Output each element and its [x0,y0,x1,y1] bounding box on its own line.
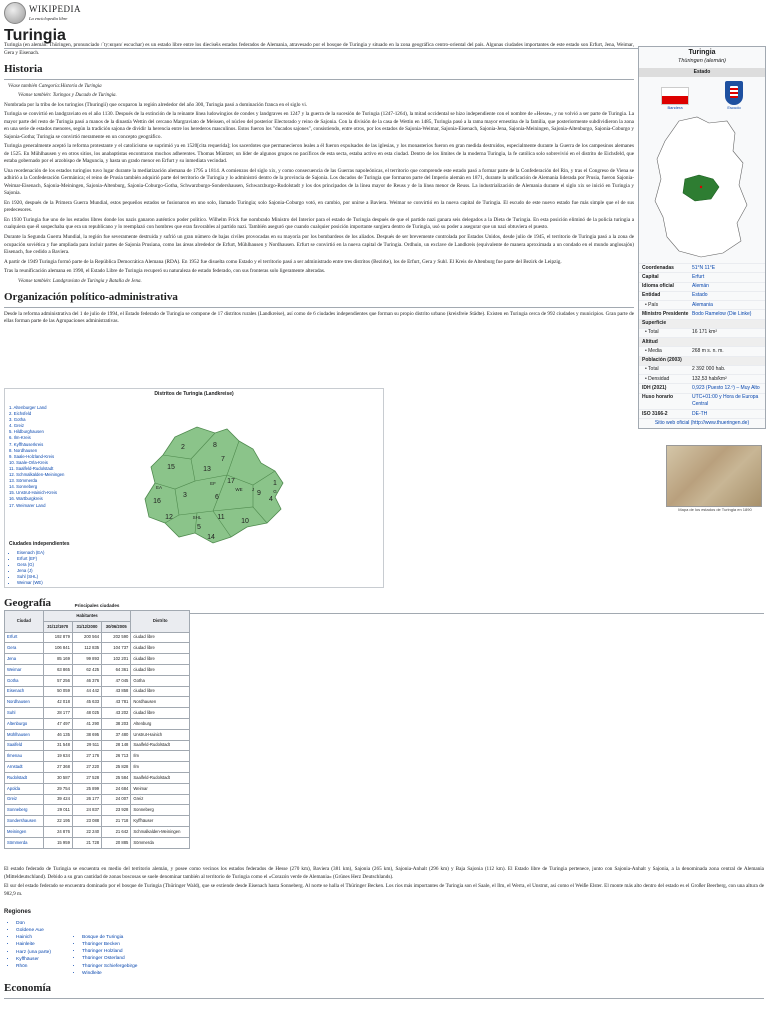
region-item[interactable]: • Hainleite [16,941,60,948]
population-cell: 24 876 [43,826,72,837]
map-label: 12 [165,514,173,521]
ib-key: Entidad [642,292,661,299]
ib-key: • País [645,301,659,308]
region-item[interactable]: • Thüringer Schiefergebirge [82,963,137,970]
city-name-cell[interactable]: Apolda [5,783,44,794]
population-cell: 39 424 [43,794,72,805]
table-row [5,632,190,643]
legend-item[interactable]: 8. Nordhausen [9,447,38,453]
population-cell: 22 195 [43,816,72,827]
map-label: 9 [257,490,261,497]
ib-key: IDH (2021) [642,384,667,391]
col-header: 31/12/2000 [72,621,101,632]
city-name-cell[interactable]: Sömmerda [5,837,44,848]
legend-item[interactable]: 10. Saale-Orla-Kreis [9,459,48,465]
table-row [5,643,190,654]
map-label: 6 [215,494,219,501]
district-cell[interactable]: Ilm [131,762,190,773]
infobox-band: Estado [639,68,765,77]
population-cell: 31 548 [43,740,72,751]
district-cell[interactable]: Sömmerda [131,837,190,848]
population-cell: 27 220 [72,762,101,773]
infobox [638,46,766,429]
population-cell: 19 634 [43,751,72,762]
population-cell: 24 837 [72,805,101,816]
legend-item[interactable]: 12. Schmalkalden-Meiningen [9,472,65,478]
map-title: Distritos de Turingia (Landkreise) [154,391,234,397]
map-label: 14 [207,534,215,541]
legend-item[interactable]: 14. Sonneberg [9,484,38,490]
regions-list [70,934,137,977]
city-name-cell[interactable]: Altenburgo [5,718,44,729]
paragraph: Nombrada por la tribu de los turingios (Thuringii) que ocuparon la región alrededor del año 300, Turingia pasó a dominación franca en el siglo vi. [4,101,308,108]
ib-value[interactable]: DE-TH [692,410,708,417]
population-cell: 21 642 [102,826,131,837]
region-item[interactable]: • Thüringer Holzland [82,948,137,955]
population-cell: 26 713 [102,751,131,762]
city-name-cell[interactable]: Sonneberg [5,805,44,816]
page-title: Turingia [4,24,764,49]
city-name-cell[interactable]: Greiz [5,794,44,805]
ib-value[interactable]: Estado [692,292,708,299]
cities-legend-title: Ciudades independientes [9,541,70,547]
section-organizacion: Organización político-administrativa [4,290,634,308]
legend-item[interactable]: 17. Weimarer Land [9,502,46,508]
legend-item[interactable]: 4. Greiz [9,423,25,429]
population-cell: 26 177 [72,794,101,805]
region-item[interactable]: • Thüringer Osterland [82,955,137,962]
official-website-link[interactable]: Sitio web oficial (http://www.thueringen.de) [654,419,750,426]
population-cell: 28 177 [43,708,72,719]
population-cell: 42 018 [43,697,72,708]
hatnote[interactable]: Véanse también: Landgraviato de Turingia y Batalla de Jena. [18,278,142,284]
city-name-cell[interactable]: Eisenach [5,686,44,697]
paragraph: Turingia se convirtió en landgraviato en el año 1130. Después de la extinción de la reinante línea ludowingios de condes y landgraves en 1247 y la guerra de la sucesión de Turingia (1247-1264), la mitad occidental se hizo independiente con el nombre de «Hesse», y no volvió a ser parte de Turingia. La mayor parte del resto de Turingia pasó a manos de la dinastía Wettin del cercano Margraviato de Meissen, el núcleo del posterior Electorado y reino de Sajonia. Con la división de la casa de Wettin en 1485, Turingia pasó a la rama mayor ernestina de la familia, que posteriormente subdividieron la zona en una serie de estados menores, según la tradición sajona de dividir la herencia entre los herederos masculinos. Estos fueron los "ducados sajones", consistiendo, entre otros, por los estados de Sajonia-Weimar, Sajonia-Eisenach, Sajonia-Jena, Sajonia-Meiningen, Sajonia-Altenburgo, Sajonia-Coburgo y Sajonia-Gotha; Turingia se convirtió meramente en un concepto geográfico. [4,111,634,140]
map-label: 16 [153,498,161,505]
district-cell[interactable]: ciudad libre [131,632,190,643]
district-cell[interactable]: Gotha [131,675,190,686]
article-body [4,42,634,328]
districts-map[interactable] [135,419,295,549]
table-row [5,772,190,783]
population-cell: 30 587 [43,772,72,783]
population-cell: 64 361 [102,664,131,675]
population-cell: 43 781 [102,697,131,708]
city-name-cell[interactable]: Saalfeld [5,740,44,751]
population-cell: 85 169 [43,654,72,665]
regions-title: Regiones [4,909,32,916]
legend-item[interactable]: 7. Kyffhäuserkreis [9,441,44,447]
paragraph: El estado federado de Turingia se encuentra en medio del territorio alemán, y posee como vecinos los estados federados de Hesse (270 km), Baviera (381 km), Sajonia (265 km), Sajonia-Anhalt (296 km) y Baja Sajonia (112 km). El Estado libre de Turingia pertenece, junto con Sajonia-Anhalt y Sajonia, a la denominada zona central de Alemania (Mitteldeutschland). Debido a su gran cantidad de zonas boscosas se suele denominar también al territorio de Turingia como el «Corazón verde de Alemania» (Grünes Herz Deutschlands). [4,866,764,880]
city-name-cell[interactable]: Suhl [5,708,44,719]
legend-item[interactable]: 2. Eichsfeld [9,411,32,417]
map-label: 2 [181,444,185,451]
legend-city[interactable]: • Suhl (SHL) [17,574,70,580]
ib-value: 16 171 km² [692,329,718,336]
shield-caption[interactable]: Escudo [727,105,741,111]
logo-tagline: La enciclopedia libre [29,16,68,22]
ib-value[interactable]: Alemania [692,301,713,308]
population-cell: 25 584 [102,772,131,783]
coat-of-arms-image[interactable] [725,81,743,105]
flag-image[interactable] [661,87,689,105]
population-cell: 37 480 [102,729,131,740]
population-cell: 15 959 [43,837,72,848]
location-map[interactable] [639,113,765,263]
district-cell[interactable]: ciudad libre [131,708,190,719]
population-cell: 63 865 [43,664,72,675]
infobox-title: Turingia [688,49,716,56]
table-row [5,837,190,848]
district-cell[interactable]: Weimar [131,783,190,794]
city-name-cell[interactable]: Jena [5,654,44,665]
ib-key: Coordenadas [642,264,674,271]
map-label: 8 [213,442,217,449]
population-cell: 62 425 [72,664,101,675]
table-row [5,718,190,729]
col-header: 30/06/2005 [102,621,131,632]
region-item[interactable]: • Harz (una parte) [16,949,60,956]
city-name-cell[interactable]: Gotha [5,675,44,686]
population-cell: 46 135 [43,729,72,740]
map-city-label: EA [155,485,163,490]
ib-key: Huso horario [642,394,674,401]
population-cell: 23 088 [72,816,101,827]
districts-map-box [4,388,384,588]
paragraph: En 1920, después de la Primera Guerra Mundial, estos pequeños estados se fusionaron en uno solo, llamado Turingia; solo Sajonia-Coburgo votó, en cambio, por unirse a Baviera. Weimar se convirtió en la nueva capital de Turingia. El escudo de este nuevo estado fue más simple que el de sus predecesores. [4,199,634,214]
population-cell: 202 590 [102,632,131,643]
table-row [5,816,190,827]
ib-value[interactable]: Alemán [692,283,709,290]
cities-legend [9,541,70,586]
region-item[interactable]: • Kyffhäuser [16,956,60,963]
population-cell: 20 885 [102,837,131,848]
ib-value: 132,53 hab/km² [692,375,727,382]
population-cell: 99 893 [72,654,101,665]
col-header: Habitantes [43,611,131,622]
population-cell: 28 148 [102,740,131,751]
region-item[interactable]: • Rhön [16,963,60,970]
table-row [5,686,190,697]
ib-key: Capital [642,273,659,280]
hatnote[interactable]: Véanse también: Turingos y Ducado de Turingia. [18,93,117,99]
map-label: 5 [197,524,201,531]
ib-value: 268 m s. n. m. [692,347,724,354]
paragraph: Turingia generalmente aceptó la reforma protestante y el catolicismo se suprimió ya en 1520[cita requerida]; los sacerdotes que permanecieron leales a él fueron expulsados de las iglesias, y los monasterios fueron en gran medida destruidos, especialmente durante la Guerra de los campesinos alemanes de 1525. En Mühlhausen y en otros sitios, los anabaptistas encontraron muchos adherentes. Thomas Müntzer, un líder de algunos grupos no pacíficos de esta secta, estaba activo en esta ciudad. Dentro de los límites de la moderna Turingia, la fe católica solo sobrevivió en el distrito de Eichsfeld, que estaba gobernado por el arzobispo de Maguncia, y hasta un grado menor en Erfurt y su inmediata vecindad. [4,143,634,165]
city-name-cell[interactable]: Rudolstadt [5,772,44,783]
population-cell: 27 528 [72,772,101,783]
legend-city[interactable]: • Jena (J) [17,568,70,574]
map-city-label: EF [210,481,216,486]
population-cell: 200 564 [72,632,101,643]
legend-item[interactable]: 16. Wartburgkreis [9,496,43,502]
legend-city[interactable]: • Weimar (WE) [17,580,70,586]
population-cell: 24 684 [102,783,131,794]
col-header: Distrito [131,611,190,633]
side-figure [666,445,764,513]
paragraph: Tras la reunificación alemana en 1990, el Estado Libre de Turingia recuperó su naturaleza de estado federado, con sus fronteras solo ligeramente alteradas. [4,268,326,275]
table-row [5,794,190,805]
population-cell: 44 442 [72,686,101,697]
table-row [5,783,190,794]
ib-key: • Densidad [645,375,670,382]
ib-value[interactable]: UTC+01:00 y Hora de Europa Central [692,394,759,408]
table-row [5,751,190,762]
ib-key: Idioma oficial [642,283,674,290]
cities-table [4,610,190,849]
figure-caption: Mapa de los estados de Turingia en 1890 [678,507,752,512]
paragraph: Durante la Segunda Guerra Mundial, la región fue severamente destruida y sufrió un gran número de bajas civiles provocadas en su mayoría por los bombardeos de los aliados. Después de ser brevemente controlada por Estados Unidos, desde julio de 1945, el territorio de Turingia pasó a la zona de ocupación soviética y fue ampliada para incluir partes de Sajonia Prusiana, como las áreas alrededor de Erfurt, Mühlhausen y Nordhausen. Erfurt se convirtió en la nueva capital de Turingia. Ordhuin, un exclave de Landkreis (equivalente de manera aproximada a un condado en el mundo anglosajón) Eisenach, fue cedido a Baviera. [4,234,634,256]
legend-item[interactable]: 15. Unstrut-Hainich-Kreis [9,490,57,496]
ib-section[interactable]: Superficie [639,319,765,328]
logo-name: WIKIPEDIA [29,4,81,15]
legend-city[interactable]: • Erfurt (EF) [17,556,70,562]
city-name-cell[interactable]: Nordhausen [5,697,44,708]
wikipedia-logo[interactable] [4,2,81,24]
map-label: 7 [221,456,225,463]
legend-item[interactable]: 11. Saalfeld-Rudolstadt [9,465,54,471]
map-city-label: J [251,487,255,492]
population-cell: 29 011 [43,805,72,816]
ib-value[interactable]: 51°N 11°E [692,264,716,271]
ib-value[interactable]: Bodo Ramelow (Die Linke) [692,310,752,317]
map-city-label: SHL [192,515,202,520]
region-item[interactable]: • Hainich [16,934,60,941]
ib-key: • Total [645,366,659,373]
map-label: 10 [241,518,249,525]
col-header: Ciudad [5,611,44,633]
map-city-label: WE [235,487,243,492]
ib-key: • Media [645,347,662,354]
ib-section[interactable]: Población (2003) [639,356,765,365]
district-cell[interactable]: ciudad libre [131,654,190,665]
regions-list [4,920,60,977]
district-cell[interactable]: Kyffhäuser [131,816,190,827]
table-row [5,826,190,837]
flag-caption[interactable]: Bandera [667,105,683,111]
ib-value: 2 392 000 hab. [692,366,726,373]
population-cell: 29 754 [43,783,72,794]
historic-map-image[interactable] [666,445,762,507]
map-label: 4 [269,496,273,503]
section-geografia: Geografía [4,596,764,614]
region-item[interactable]: • Windleite [82,970,137,977]
population-cell: 43 858 [102,686,131,697]
district-legend [9,405,64,509]
section-historia: Historia [4,62,634,80]
district-cell[interactable]: Saalfeld-Rudolstadt [131,772,190,783]
city-name-cell[interactable]: Gera [5,643,44,654]
table-row [5,740,190,751]
ib-key: ISO 3166-2 [642,410,668,417]
map-city-label: G [273,489,277,494]
map-label: 1 [273,480,277,487]
population-cell: 21 728 [72,837,101,848]
population-cell: 38 203 [102,718,131,729]
col-header: 31/12/1970 [43,621,72,632]
table-row [5,697,190,708]
legend-item[interactable]: 6. Ilm-Kreis [9,435,31,441]
table-row [5,729,190,740]
ib-value[interactable]: 0,923 (Puesto 12.º) – Muy Alto [692,384,760,391]
district-cell[interactable]: Ilm [131,751,190,762]
population-cell: 23 928 [102,805,131,816]
population-cell: 41 290 [72,718,101,729]
ib-value[interactable]: Erfurt [692,273,705,280]
district-cell[interactable]: Greiz [131,794,190,805]
population-cell: 27 176 [72,751,101,762]
population-cell: 25 828 [102,762,131,773]
map-label: 3 [183,492,187,499]
legend-item[interactable]: 13. Sömmerda [9,478,38,484]
legend-item[interactable]: 3. Gotha [9,417,26,423]
region-item[interactable]: • Goldene Aue [16,927,60,934]
table-row [5,805,190,816]
paragraph: Desde la reforma administrativa del 1 de julio de 1994, el Estado federado de Turingia se compone de 17 distritos rurales (Landkreise), así como de 6 ciudades independientes que forman su propio distrito urbano (kreisfreie Städte). Existen en Turingia cerca de 992 ciudades y municipios. Gran parte de ellas forman parte de las Agrupaciones administrativas. [4,310,634,325]
population-cell: 104 737 [102,643,131,654]
table-row [5,708,190,719]
district-cell[interactable]: ciudad libre [131,686,190,697]
population-cell: 22 240 [72,826,101,837]
ib-key: • Total [645,329,659,336]
legend-item[interactable]: 9. Saale-Holzland-Kreis [9,453,55,459]
table-row [5,664,190,675]
city-name-cell[interactable]: Erfurt [5,632,44,643]
legend-item[interactable]: 1. Altenburger Land [9,405,47,410]
population-cell: 27 368 [43,762,72,773]
map-label: 13 [203,466,211,473]
district-cell[interactable]: Saalfeld-Rudolstadt [131,740,190,751]
legend-city[interactable]: • Gera (G) [17,562,70,568]
paragraph: El sur del estado federado se encuentra dominado por el bosque de Turingia (Thüringer Wald), que se extiende desde Eisenach hasta Sonneberg. Al norte se halla el Thüringer Becken. Los ríos más importantes de Turingia son el Saale, el Ilm, el Werra, el Unstrut, así como el Weiße Elster. El monte más alto dentro del estado es el Großer Beerberg, con una altura de 982,9 m. [4,883,764,897]
population-cell: 192 879 [43,632,72,643]
population-cell: 102 201 [102,654,131,665]
district-cell[interactable]: Unstrut-Hainich [131,729,190,740]
section-economia: Economía [4,981,764,999]
population-cell: 45 633 [72,697,101,708]
ib-section[interactable]: Altitud [639,337,765,346]
globe-icon [4,2,26,24]
paragraph: A partir de 1949 Turingia formó parte de la República Democrática Alemana (RDA). En 1952 fue disuelta como Estado y el territorio pasó a ser administrado entre tres distritos (Bezirke), los de Erfurt, Gera y Suhl. El Kreis de Altenburg fue parte del Bezirk de Leipzig. [4,258,562,265]
population-cell: 50 059 [43,686,72,697]
region-item[interactable]: • Dün [16,920,60,927]
population-cell: 25 899 [72,783,101,794]
map-label: 17 [227,478,235,485]
table-row [5,675,190,686]
population-cell: 24 007 [102,794,131,805]
population-cell: 29 511 [72,740,101,751]
infobox-subtitle: Thüringen (alemán) [678,58,726,65]
district-cell[interactable]: Schmalkalden-Meiningen [131,826,190,837]
district-cell[interactable]: Sonneberg [131,805,190,816]
city-name-cell[interactable]: Ilmenau [5,751,44,762]
region-item[interactable]: • Thüringer Becken [82,941,137,948]
district-cell[interactable]: Altenburg [131,718,190,729]
legend-item[interactable]: 5. Hildburghausen [9,429,44,435]
intro-paragraph: Turingia (en alemán: Thüringen, pronunciado /ˈtyːʁɪŋən/ escuchar) es un estado libre entre los dieciséis estados federados de Alemania, atravesado por el bosque de Turingia y situado en la zona geográfica centro-oriental del país. Algunas ciudades importantes de este estado son Erfurt, Jena, Weimar, Gera y Eisenach. [4,42,634,56]
map-label: 15 [167,464,175,471]
city-name-cell[interactable]: Sondershausen [5,816,44,827]
geografia-text [4,866,764,1002]
population-cell: 46 376 [72,675,101,686]
table-caption: Principales ciudades [74,603,120,608]
district-cell[interactable]: ciudad libre [131,643,190,654]
district-cell[interactable]: Nordhausen [131,697,190,708]
population-cell: 38 695 [72,729,101,740]
population-cell: 47 045 [102,675,131,686]
population-cell: 47 497 [43,718,72,729]
table-row [5,654,190,665]
population-cell: 43 202 [102,708,131,719]
legend-city[interactable]: • Eisenach (EA) [17,550,70,556]
city-name-cell[interactable]: Mühlhausen [5,729,44,740]
region-item[interactable]: • Bosque de Turingia [82,934,137,941]
paragraph: Una reordenación de los estados turingios tuvo lugar durante la mediatización alemana de 1795 a 1814. A comienzos del siglo xix, y como consecuencia de las Guerras napoleónicas, el territorio que comprende este estado pasó a formar parte de la Confederación del Rin, y tras el Congreso de Viena se adhirió a la Confederación Germánica; el reino de Prusia también adquirió parte del territorio de Turingia y lo administró dentro de la provincia de Sajonia. Los ducados de Turingia que formaron parte del Imperio alemán en 1871, durante la unificación de Alemania liderada por Prusia, fueron Sajonia-Weimar-Eisenach, Sajonia-Meiningen, Sajonia-Altenburg, Sajonia-Coburgo-Gotha, Schwarzburgo-Sondershausen, Schwarzburgo-Rudolstadt y los dos principados de la línea mayor de Reuss y de la línea menor de Reuss. La industrialización de Alemania durante el siglo xix se inició en Turingia y Sajonia. [4,167,634,197]
hatnote[interactable]: Véase también Categoría:Historia de Turingia [8,84,102,89]
ib-key: Ministro Presidente [642,310,689,317]
population-cell: 57 256 [43,675,72,686]
population-cell: 106 841 [43,643,72,654]
map-label: 11 [217,514,225,521]
city-name-cell[interactable]: Weimar [5,664,44,675]
population-cell: 48 025 [72,708,101,719]
district-cell[interactable]: ciudad libre [131,664,190,675]
paragraph: En 1930 Turingia fue uno de los estados libres donde los nazis ganaron auténtico poder político. Wilhelm Frick fue nombrado Ministro del Interior para el estado de Turingia después de que el partido nazi ganara seis delegados a la Dieta de Turingia. En esta posición eliminó de la policía turingia a cualquiera que él sospechaba que era un republicano y lo reemplazó con hombres que eran favorables al partido nazi. También aseguró que cuando cualquier posición importante surgiera dentro de Turingia, usó su poder a asegurar que un nazi obtuviera el puesto. [4,216,634,231]
city-name-cell[interactable]: Arnstadt [5,762,44,773]
city-name-cell[interactable]: Meiningen [5,826,44,837]
population-cell: 112 835 [72,643,101,654]
population-cell: 21 718 [102,816,131,827]
table-row [5,762,190,773]
